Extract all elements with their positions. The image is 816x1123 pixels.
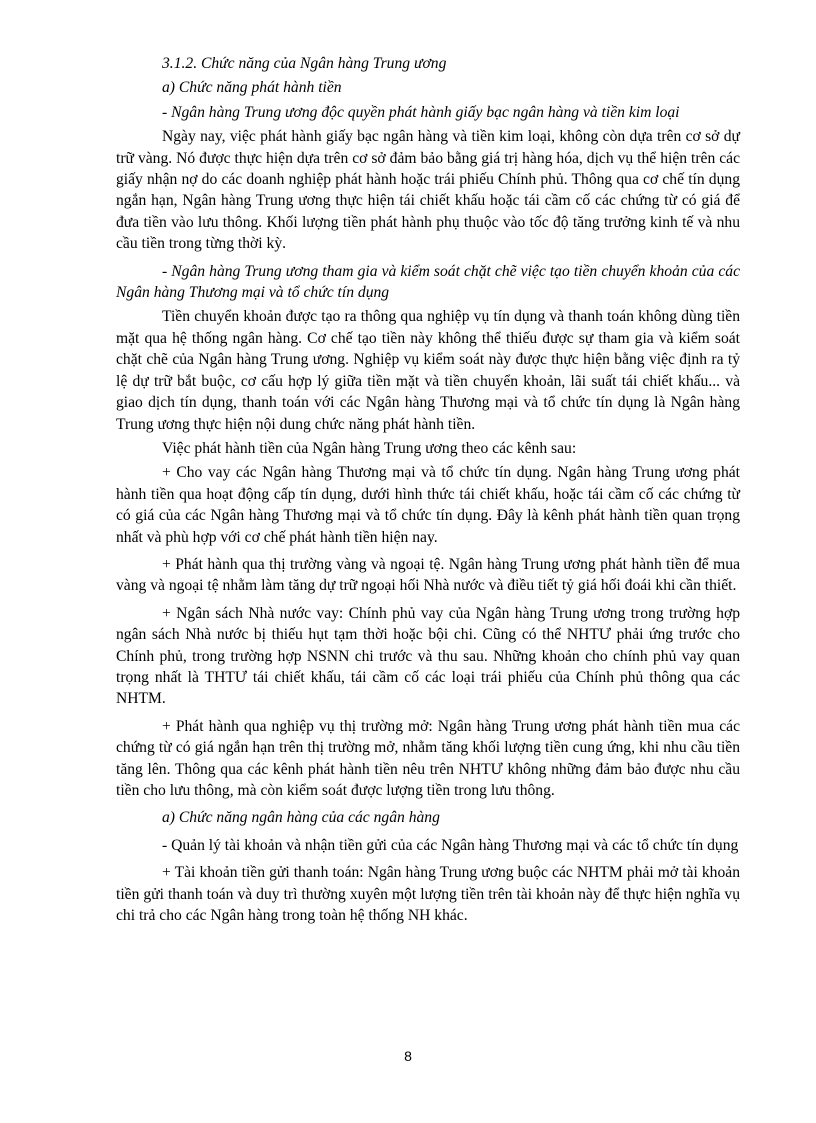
page-content (116, 53, 740, 929)
paragraph: Ngày nay, việc phát hành giấy bạc ngân hàng và tiền kim loại, không còn dựa trên cơ sở dự trữ vàng. Nó được thực hiện dựa trên cơ sở đảm bảo bằng giá trị hàng hóa, dịch vụ thể hiện trên các giấy nhận nợ do các doanh nghiệp phát hành hoặc trái phiếu Chính phủ. Thông qua cơ chế tín dụng ngắn hạn, Ngân hàng Trung ương thực hiện tái chiết khấu hoặc tái cầm cố các chứng từ có giá để đưa tiền vào lưu thông. Khối lượng tiền phát hành phụ thuộc vào tốc độ tăng trưởng kinh tế và nhu cầu tiền trong từng thời kỳ. (116, 128, 740, 253)
paragraph: + Phát hành qua nghiệp vụ thị trường mở: Ngân hàng Trung ương phát hành tiền mua các chứng từ có giá ngắn hạn trên thị trường mở, nhằm tăng khối lượng tiền cung ứng, khi nhu cầu tiền tăng lên. Thông qua các kênh phát hành tiền nêu trên NHTƯ không những đảm bảo được nhu cầu tiền cho lưu thông, mà còn kiểm soát được lượng tiền trong lưu thông. (116, 717, 740, 799)
paragraph: + Ngân sách Nhà nước vay: Chính phủ vay của Ngân hàng Trung ương trong trường hợp ngân sách Nhà nước bị thiếu hụt tạm thời hoặc bội chi. Cũng có thể NHTƯ phải ứng trước cho Chính phủ, trong trường hợp NSNN chi trước và thu sau. Những khoản cho chính phủ vay quan trọng nhất là THTƯ tái chiết khấu, tái cầm cố các loại trái phiếu của Chính phủ thông qua các NHTM. (116, 604, 740, 708)
paragraph: Việc phát hành tiền của Ngân hàng Trung ương theo các kênh sau: (162, 439, 577, 457)
paragraph: Tiền chuyển khoản được tạo ra thông qua nghiệp vụ tín dụng và thanh toán không dùng tiền mặt qua hệ thống ngân hàng. Cơ chế tạo tiền này không thể thiếu được sự tham gia và kiểm soát chặt chẽ của Ngân hàng Trung ương. Nghiệp vụ kiểm soát này được thực hiện bằng việc định ra tỷ lệ dự trữ bắt buộc, cơ cấu hợp lý giữa tiền mặt và tiền chuyển khoản, lãi suất tái chiết khấu... và giao dịch tín dụng, thanh toán với các Ngân hàng Thương mại và tổ chức tín dụng là Ngân hàng Trung ương thực hiện nội dung chức năng phát hành tiền. (116, 308, 740, 433)
paragraph: - Quản lý tài khoản và nhận tiền gửi của các Ngân hàng Thương mại và các tổ chức tín dụng (162, 836, 739, 854)
subheading-transfer-money: - Ngân hàng Trung ương tham gia và kiểm soát chặt chẽ việc tạo tiền chuyển khoản của các Ngân hàng Thương mại và tổ chức tín dụng (116, 262, 740, 302)
page-number: 8 (404, 1048, 412, 1064)
subheading-issuing-function: a) Chức năng phát hành tiền (162, 79, 342, 97)
paragraph: + Cho vay các Ngân hàng Thương mại và tổ chức tín dụng. Ngân hàng Trung ương phát hành tiền qua hoạt động cấp tín dụng, dưới hình thức tái chiết khấu, hoặc tái cầm cố các chứng từ có giá của các Ngân hàng Thương mại và tổ chức tín dụng. Đây là kênh phát hành tiền quan trọng nhất và phù hợp với cơ chế phát hành tiền hiện nay. (116, 464, 740, 546)
subheading-bank-of-banks: a) Chức năng ngân hàng của các ngân hàng (162, 809, 440, 827)
subheading-monopoly-issuing: - Ngân hàng Trung ương độc quyền phát hành giấy bạc ngân hàng và tiền kim loại (162, 103, 680, 121)
section-title: 3.1.2. Chức năng của Ngân hàng Trung ương (162, 55, 447, 72)
paragraph: + Tài khoản tiền gửi thanh toán: Ngân hàng Trung ương buộc các NHTM phải mở tài khoản tiền gửi thanh toán và duy trì thường xuyên một lượng tiền trên tài khoản này để thực hiện nghĩa vụ chi trả cho các Ngân hàng trong toàn hệ thống NH khác. (116, 864, 740, 925)
paragraph: + Phát hành qua thị trường vàng và ngoại tệ. Ngân hàng Trung ương phát hành tiền để mua vàng và ngoại tệ nhằm làm tăng dự trữ ngoại hối Nhà nước và điều tiết tỷ giá hối đoái khi cần thiết. (116, 555, 740, 595)
